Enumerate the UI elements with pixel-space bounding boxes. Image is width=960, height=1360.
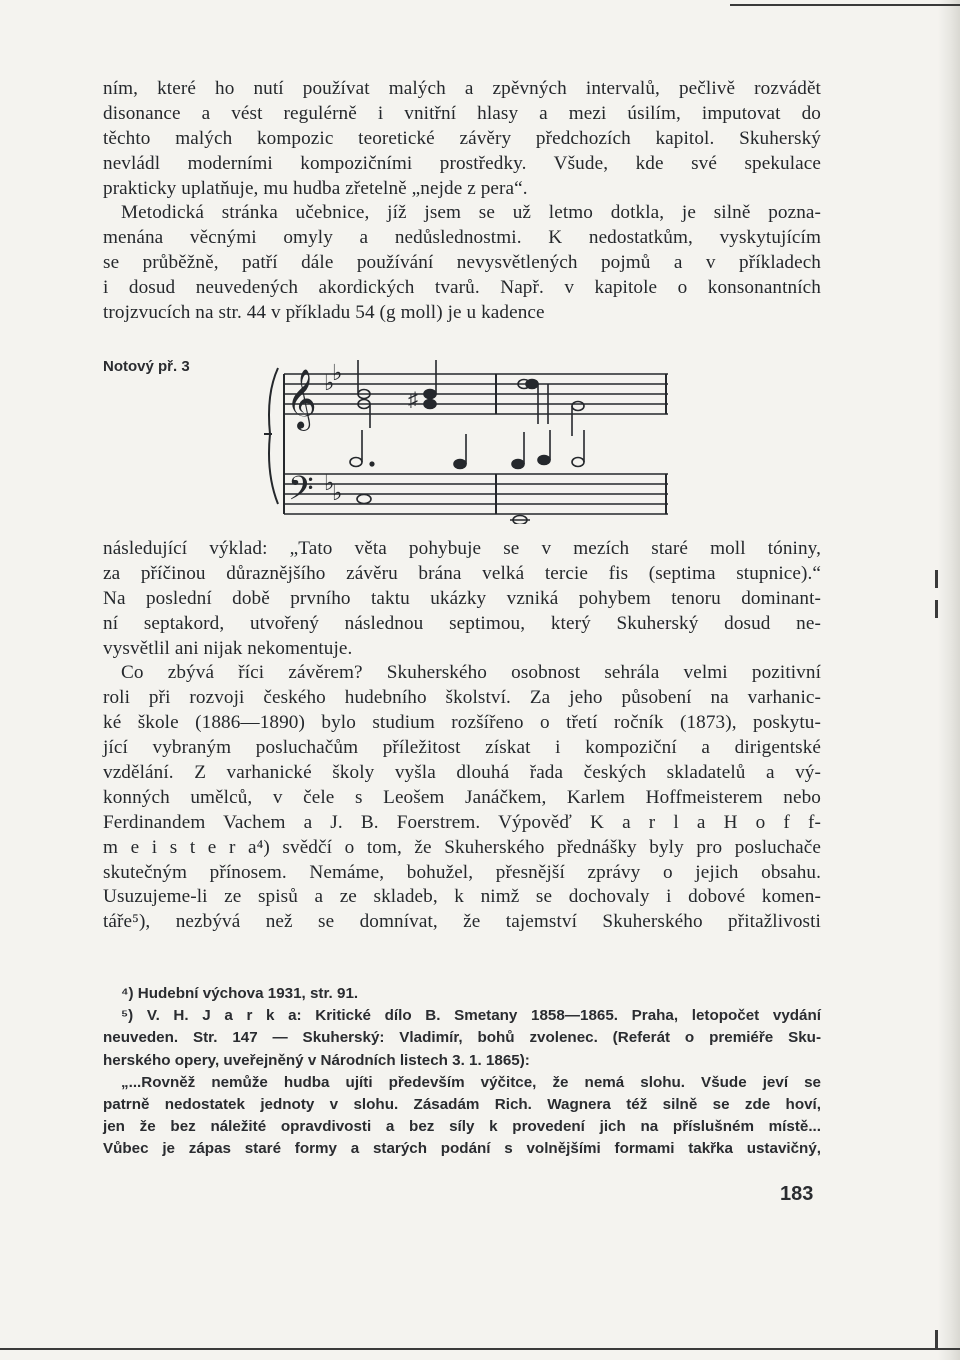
footnotes (103, 983, 821, 1161)
scan-edge-mark (935, 1330, 938, 1348)
text-line: vzdělání. Z varhanické školy vyšla dlouhá řada českých skladatelů a vý- (103, 762, 821, 784)
quarter-note (424, 400, 436, 409)
text-line: prakticky uplatňuje, mu hudba zřetelně „nejde z pera“. (103, 177, 528, 199)
text-line: roli při rozvoji českého hudebního školství. Za jeho působení na varhanic- (103, 687, 821, 709)
flat-sign: ♭ (324, 470, 335, 495)
quarter-note (454, 460, 466, 469)
text-line: disonance a vést regulérně i vnitřní hlasy a mezi úsilím, imputovat do (103, 102, 821, 124)
text-line: Usuzujeme-li ze spisů a ze skladeb, k nimž se dochovaly i dobové komen- (103, 886, 821, 908)
flat-sign: ♭ (332, 360, 343, 385)
dot (370, 462, 374, 466)
text-line: menána věcnými omyly a nedůslednostmi. K nedostatkům, vyskytujícím (103, 227, 821, 249)
scan-edge-mark (935, 570, 938, 588)
footnote-line: „...Rovněž nemůže hudba ujíti především výčitce, že nemá slohu. Všude jeví se (121, 1073, 821, 1091)
flat-sign: ♭ (332, 480, 343, 505)
brace (269, 368, 278, 504)
bass-clef: 𝄢 (288, 470, 314, 516)
footnote-line: patrně nedostatek jednoty v slohu. Zásadám Rich. Wagnera též silně se zde hoví, (103, 1095, 821, 1113)
text-line: následující výklad: „Tato věta pohybuje se v mezích staré moll tóniny, (103, 538, 821, 559)
text-line: Metodická stránka učebnice, jíž jsem se už letmo dotkla, je silně pozna- (121, 202, 821, 224)
text-line: m e i s t e r a⁴) svědčí o tom, že Skuherského přednášky byly pro posluchače (103, 836, 821, 858)
quarter-note (512, 460, 524, 469)
footnote-line: ⁴) Hudební výchova 1931, str. 91. (121, 985, 359, 1002)
scan-top-rule (730, 4, 960, 6)
text-line: konných umělců, v čele s Leošem Janáčkem, Karlem Hoffmeisterem nebo (103, 786, 821, 808)
text-line: ním, které ho nutí používat malých a zpěvných intervalů, pečlivě rozvádět (103, 78, 821, 99)
text-line: vysvětlil ani nijak nekomentuje. (103, 637, 353, 659)
text-line: táře⁵), nezbývá než se domnívat, že tajemství Skuherského přitažlivosti (103, 911, 821, 933)
page-edge-shadow (938, 0, 960, 1360)
quarter-note (538, 456, 550, 465)
text-line: trojzvucích na str. 44 v příkladu 54 (g moll) je u kadence (103, 302, 545, 324)
footnote-line: Vůbec je zápas staré formy a starých podání s volnějšími formami takřka ustavičný, (103, 1140, 821, 1158)
text-line: i dosud neuvedených akordických tvarů. Např. v kapitole o konsonantních (103, 277, 821, 299)
text-line: nevládl moderními kompozičními prostředky. Všude, kde své spekulace (103, 152, 821, 174)
sharp-sign: ♯ (408, 389, 418, 411)
page-number: 183 (780, 1183, 814, 1205)
treble-clef: 𝄞 (286, 369, 317, 429)
quarter-note (424, 390, 436, 399)
text-line: za příčinou důraznějšího závěru brána velká tercie fis (septima stupnice).“ (103, 562, 821, 584)
text-line: Na poslední době prvního taktu ukázky vzniká pohybem tenoru dominant- (103, 587, 821, 609)
text-line: skutečným přínosem. Nemáme, bohužel, přesnější zprávy o jejich obsahu. (103, 861, 821, 883)
text-line: ní septakord, utvořený následnou septimou, který Skuherský dosud ne- (103, 612, 821, 634)
text-line: Co zbývá říci závěrem? Skuherského osobnost sehrála velmi pozitivní (121, 662, 821, 684)
text-line: ké škole (1886—1890) bylo studium rozšířeno o třetí ročník (1873), poskytu- (103, 712, 821, 734)
footnote-line: ⁵) V. H. J a r k a: Kritické dílo B. Smetany 1858—1865. Praha, letopočet vydání (121, 1007, 821, 1025)
text-line: jící vybraným posluchačům příležitost získat i kompoziční a dirigentské (103, 737, 821, 759)
scan-edge-mark (935, 600, 938, 618)
paragraph-middle (103, 537, 821, 935)
footnote-line: herského opery, uveřejněný v Národních listech 3. 1. 1865): (103, 1051, 530, 1069)
text-line: Ferdinandem Vachem a J. B. Foerstrem. Výpověď K a r l a H o f f- (103, 811, 821, 833)
half-note (572, 402, 584, 411)
paragraph-top (103, 77, 821, 326)
music-notation-example (260, 354, 680, 524)
text-line: těchto malých kompozic teoretické závěry předchozích kapitol. Skuherský (103, 127, 821, 149)
footnote-line: neuveden. Str. 147 — Skuherský: Vladimír, bohů zvolenec. (Referát o premiéře Sku- (103, 1029, 821, 1047)
half-note (572, 458, 584, 467)
whole-note (357, 495, 371, 504)
scan-bottom-rule (0, 1348, 960, 1350)
half-note (350, 458, 362, 467)
footnote-line: jen že bez náležité opravdivosti a bez síly k provedení jich na příslušném místě... (103, 1118, 821, 1136)
example-label: Notový př. 3 (103, 358, 190, 375)
flat-sign: ♭ (324, 370, 335, 395)
text-line: se průběžně, patří dále používání nevysvětlených pojmů a v příkladech (103, 252, 821, 274)
note (526, 380, 538, 389)
